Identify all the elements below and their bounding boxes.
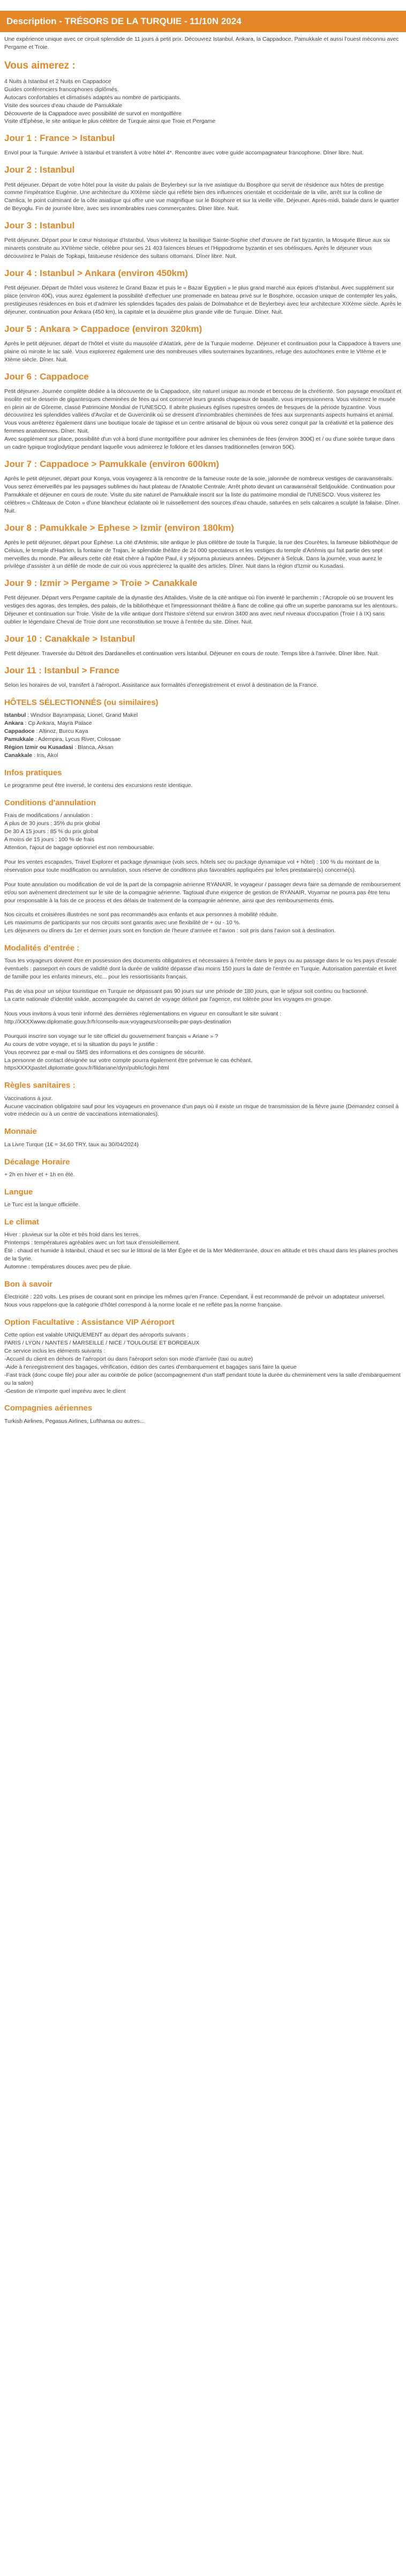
conditions-para: Pour toute annulation ou modification de vol de la part de la compagnie aérienne RYANAIR, le voyageur / passager devra faire sa demande de remboursement et/ou son avénement directement sur le site de la compagnie aérienne. Tagtoual d'une exigence de gestion de RYANAIR, Voyamar ne pourra pas être tenu pour responsable à la fois de ce process et des délais de traitement de la compagnie aérienne, ainsi que des remboursements émis.: [4, 881, 401, 904]
hotel-names: : Cp Ankara, Mayra Palace: [23, 720, 92, 727]
hotel-row: [4, 727, 402, 736]
climat-heading: Le climat: [4, 1217, 40, 1227]
hotel-row: [4, 719, 402, 727]
compagnies-text: Turkish Airlines, Pegasus Airlines, Lufthansa ou autres...: [4, 1417, 145, 1424]
hotels-list: [4, 711, 402, 759]
day-9-text: Petit déjeuner. Départ vers Pergame capitale de la dynastie des Attalides. Visite de la cité antique où l'on inventé le parchemin ; l'Acropole où se trouvent les vestiges des agoras, des temples, des palais, de la bibliothèque et l'impressionnant théâtre à flanc de colline qui offre un superbe panorama sur les alentours. Déjeuner et continuation sur Troie. Visite de la ville antique dont l'histoire s'étend sur environ 3400 ans avec neuf niveaux d'occupation (Troie I à IX) sans oublier le légendaire Cheval de Troie dont une reconstitution se trouve à l'entrée du site. Dîner. Nuit.: [4, 595, 397, 626]
hotel-names: : Windsor Bayrampasa, Lionel, Grand Makel: [26, 712, 138, 719]
hotel-row: [4, 736, 402, 744]
formalites-para-ariane[interactable]: Pourquoi inscrire son voyage sur le site officiel du gouvernement français « Ariane » ? Au cours de votre voyage, et si la situation du pays le justifie : Vous recevrez par e-mail ou SMS des informations et des consignes de sécurité. La personne de contact désignée sur votre compte pourra également être prévenue le cas échéant. httpsXXXXpastel.diplomatie.gouv.fr/fildariane/dyn/public/login.html: [4, 1033, 252, 1072]
day-3-text: Petit déjeuner. Départ pour le cœur historique d'Istanbul. Vous visiterez la basilique Sainte-Sophie chef d'œuvre de l'art byzantin, la Mosquée Bleue aux six minarets construite au XVIIème siècle, célèbre pour ses 21 403 faïences bleues et l'Hippodrome byzantin et ses obélisques. Après le déjeuner vous découvrirez le Palais de Topkapi, fastueuse résidence des sultans ottomans. Dîner libre. Nuit.: [4, 237, 390, 260]
day-3-title: Jour 3 : Istanbul: [4, 220, 75, 231]
formalites-para: Pas de visa pour un séjour touristique en Turquie ne dépassant pas 90 jours sur une période de 180 jours, que le séjour soit continu ou fractionné. La carte nationale d'identité valide, accompagnée du carnet de voyage délivré par l'agence, est tolérée pour les voyages en groupe.: [4, 988, 369, 1003]
compagnies-heading: Compagnies aériennes: [4, 1404, 93, 1413]
day-4-text: Petit déjeuner. Départ de l'hôtel vous visiterez le Grand Bazar et puis le « Bazar Égyptien » le plus grand marché aux épices d'Istanbul. Avec supplément sur place (environ 40€), vous aurez également la possibilité d'effectuer une promenade en bateau privé sur le Bosphore, occasion unique de contempler les yalis, prestigieuses résidences en bois et d'admirer les splendides façades des palais de Dolmabahce et de Beylerbeyi avec leur architecture XIXème siècle. Après le déjeuner, continuation pour Ankara (450 km), la capitale et la deuxième plus grande ville de Turquie. Dîner. Nuit.: [4, 285, 402, 315]
hotel-names: : Iris, Akol: [32, 752, 58, 759]
hotel-names: : Altinoz, Burcu Kaya: [34, 728, 88, 735]
day-7-text: Après le petit déjeuner, départ pour Konya, vous voyagerez à la rencontre de la fameuse route de la soie, jalonnée de nombreux vestiges de caravansérails. Vous serez émerveillés par les paysages sublimes du haut plateau de l'Anatolie Centrale. Arrêt photo devant un caravansérail Seldjoukide. Continuation pour Pamukkale et déjeuner en cours de route. Visite du site naturel de Pamukkale inscrit sur la liste du patrimoine mondial de l'UNESCO. Vous visiterez les célèbres « Châteaux de Coton » d'une blancheur éclatante où le ruissellement des sources d'eau chaude, saturées en sels calcaires a sculpté la falaise. Dîner. Nuit.: [4, 476, 400, 514]
hotel-city: Canakkale: [4, 752, 32, 759]
itinerary: [4, 132, 402, 689]
page-title: Description - TRÉSORS DE LA TURQUIE - 11/10N 2024: [0, 11, 406, 32]
decalage-heading: Décalage Horaire: [4, 1157, 70, 1167]
highlight-item: Autocars confortables et climatisés adaptés au nombre de participants.: [4, 94, 181, 101]
monnaie-heading: Monnaie: [4, 1127, 37, 1137]
monnaie-text: La Livre Turque (1€ = 34,60 TRY, taux au 30/04/2024): [4, 1141, 139, 1148]
highlight-item: Découverte de la Cappadoce avec possibilité de survol en montgolfière: [4, 110, 182, 117]
highlight-item: Guides conférenciers francophones diplômés.: [4, 86, 119, 93]
fee-line: Attention, l'ajout de bagage optionnel est non remboursable.: [4, 844, 154, 851]
hotels-heading: HÔTELS SÉLECTIONNÉS (ou similaires): [4, 698, 159, 708]
day-2-text: Petit déjeuner. Départ de votre hôtel pour la visite du palais de Beylerbeyi sur la rive asiatique du Bosphore qui servit de résidence aux hôtes de prestige comme l'impératrice Eugénie. Une architecture du XIXème siècle qui reflète bien des influences orientale et occidentale de la ville, arrêt sur la colline de Camlica, le point culminant de la côte asiatique qui offre une vue magnifique sur le Bosphore et sur la vieille ville. Déjeuner. Après-midi, balade dans le quartier de Beyoglu. Fin de journée libre, avec ses innombrables rues commerçantes. Dîner libre. Nuit.: [4, 181, 399, 212]
day-5-title: Jour 5 : Ankara > Cappadoce (environ 320km): [4, 323, 202, 334]
langue-text: Le Turc est la langue officielle.: [4, 1201, 80, 1208]
content: [0, 35, 406, 1443]
highlight-item: Visite des sources d'eau chaude de Pamukkale: [4, 102, 123, 109]
hotel-city: Cappadoce: [4, 728, 35, 735]
formalites-para: Tous les voyageurs doivent être en possession des documents obligatoires et nécessaires à l'entrée dans le pays ou au passage dans le ou les pays d'escale éventuels : passeport en cours de validité dont la durée de validité dépasse d'au moins 150 jours la date de l'entrée en Turquie. Autorisation parentale et livret de famille pour les enfants mineurs, etc... pour les ressortissants français.: [4, 957, 397, 981]
day-10-title: Jour 10 : Canakkale > Istanbul: [4, 634, 136, 644]
day-9-title: Jour 9 : Izmir > Pergame > Troie > Canakkale: [4, 578, 198, 589]
hotel-row: [4, 752, 402, 760]
voyage-heading: Bon à savoir: [4, 1279, 53, 1289]
conditions-heading: Conditions d'annulation: [4, 798, 96, 808]
day-7-title: Jour 7 : Cappadoce > Pamukkale (environ 600km): [4, 458, 220, 469]
sanitaires-text: Vaccinations à jour. Aucune vaccination obligatoire sauf pour les voyageurs en provenance d'un pays où il existe un risque de transmission de la fièvre jaune (Demandez conseil à votre médecin ou à un centre de vaccinations internationales).: [4, 1095, 399, 1118]
day-8-text: Après le petit déjeuner, départ pour Éphèse. La cité d'Artémis, site antique le plus célèbre de toute la Turquie, la rue des Courètes, la fameuse bibliothèque de Celsius, le temple d'Hadrien, la fontaine de Trajan, le splendide théâtre de 24 000 spectateurs et les vestiges du temple d'Artémis qui fait partie des sept merveilles du monde. Par ailleurs cette cité était chère à l'apôtre Paul, il y séjourna plusieurs années. Déjeuner à Selcuk. Dans la journée, vous aurez le privilège d'assister à un défilé de mode de cuir où vous apprécierez la qualité des articles. Dîner. Nuit dans la région d'Izmir ou Kusadasi.: [4, 539, 398, 570]
fee-line: A moins de 15 jours : 100 % de frais: [4, 836, 95, 843]
hotel-city: Istanbul: [4, 712, 26, 719]
day-1-text: Envol pour la Turquie. Arrivée à Istanbul et transfert à votre hôtel 4*. Rencontre avec votre guide accompagnateur francophone. Dîner libre. Nuit.: [4, 150, 364, 157]
highlight-item: 4 Nuits à Istanbul et 2 Nuits en Cappadoce: [4, 78, 111, 85]
formalites-heading: Modalités d'entrée :: [4, 944, 80, 953]
conditions-para: Pour les ventes escapades, Travel Explorer et package dynamique (vols secs, hôtels sec ou package dynamique vol + hôtel) : 100 % du montant de la réservation pour toute modification ou annulation, sous réserve de conditions plus favorables appliquées par le/les prestataire(s) concerné(s).: [4, 858, 379, 873]
day-10-text: Petit déjeuner. Traversée du Détroit des Dardanelles et continuation vers Istanbul. Déjeuner en cours de route. Temps libre à l'arrivée. Dîner libre. Nuit.: [4, 650, 379, 657]
conditions-fees: [4, 812, 402, 852]
assistance-heading: Option Facultative : Assistance VIP Aéroport: [4, 1317, 175, 1327]
climat-text: Hiver : pluvieux sur la côte et très froid dans les terres. Printemps : températures agréables avec un fort taux d'ensoleillement. Été : chaud et humide à Istanbul, chaud et sec sur le littoral de la Mer Égée et de la Mer Méditerranée, doux en altitude et très chaud dans les plaines proches de la Syrie. Automne : températures douces avec peu de pluie.: [4, 1231, 398, 1270]
fee-line: Frais de modifications / annulation :: [4, 812, 93, 819]
voyage-text: Électricité : 220 volts. Les prises de courant sont en principe les mêmes qu'en France. Cependant, il est recommandé de prévoir un adaptateur universel. Nous vous rappelons que la catégorie d'hôtel correspond à la norme locale et ne reflète pas la norme française.: [4, 1294, 386, 1308]
day-11-title: Jour 11 : Istanbul > France: [4, 665, 119, 676]
formalites-para-link[interactable]: Nous vous invitons à vous tenir informé des dernières réglementations en vigueur en consultant le site suivant : http://XXXXwww.diplomatie.gouv.fr/fr/conseils-aux-voyageurs/conseils-par-pays-destination: [4, 1011, 282, 1025]
infos-text: Le programme peut être inversé, le contenu des excursions reste identique.: [4, 782, 193, 789]
day-6-title: Jour 6 : Cappadoce: [4, 371, 89, 382]
langue-heading: Langue: [4, 1187, 33, 1197]
decalage-text: + 2h en hiver et + 1h en été.: [4, 1171, 75, 1178]
highlights-list: [4, 78, 402, 125]
infos-heading: Infos pratiques: [4, 768, 62, 777]
fee-line: De 30 A 15 jours : 85 % du prix global: [4, 828, 99, 835]
assistance-text: Cette option est valable UNIQUEMENT au départ des aéroports suivants : PARIS / LYON / NANTES / MARSEILLE / NICE / TOULOUSE ET BORDEAUX Ce service inclus les éléments suivants : -Accueil du client en dehors de l'aéroport ou dans l'aéroport selon son mode d'arrivée (taxi ou autre) -Aide à l'enregistrement des bagages, vérification, édition des cartes d'embarquement et bagages sans faire la queue -Fast track (donc coupe file) pour aller au contrôle de police (accompagnement d'un staff pendant toute la durée du cheminement vers la salle d'embarquement ou la salon) -Gestion de n'importe quel imprévu avec le client: [4, 1332, 401, 1394]
day-4-title: Jour 4 : Istanbul > Ankara (environ 450km): [4, 268, 188, 278]
hotel-names: : Blanca, Aksan: [73, 744, 114, 751]
day-2-title: Jour 2 : Istanbul: [4, 165, 75, 175]
sanitaires-heading: Règles sanitaires :: [4, 1081, 76, 1090]
day-11-text: Selon les horaires de vol, transfert à l'aéroport. Assistance aux formalités d'enregistrement et envol à destination de la France.: [4, 682, 318, 689]
intro-text: Une expérience unique avec ce circuit splendide de 11 jours à petit prix. Découvrez Istanbul, Ankara, la Cappadoce, Pamukkale et aussi l'ouest méconnu avec Pergame et Troie.: [4, 36, 399, 51]
highlights-heading: Vous aimerez :: [4, 60, 76, 71]
hotel-names: : Adempira, Lycus River, Colossae: [33, 736, 121, 743]
day-1-title: Jour 1 : France > Istanbul: [4, 133, 115, 144]
hotel-city: Ankara: [4, 720, 24, 727]
conditions-para: Nos circuits et croisières illustrées ne sont pas recommandés aux enfants et aux personnes à mobilité réduite. Les maximums de participants sur nos circuits sont garantis avec une flexibilité de + ou - 10 %. Les déjeuners ou dîners du 1er et dernier jours sont en fonction de l'heure d'arrivée et l'avion : soit pris dans l'avion soit à destination.: [4, 911, 336, 934]
fee-line: A plus de 30 jours : 35% du prix global: [4, 820, 100, 827]
hotel-row: [4, 711, 402, 719]
highlight-item: Visite d'Éphèse, le site antique le plus célèbre de Turquie ainsi que Troie et Pergame: [4, 118, 216, 125]
hotel-city: Région Izmir ou Kusadasi: [4, 744, 73, 751]
hotel-row: [4, 744, 402, 752]
day-8-title: Jour 8 : Pamukkale > Ephese > Izmir (environ 180km): [4, 522, 234, 533]
day-5-text: Après le petit déjeuner, départ de l'hôtel et visite du mausolée d'Atatürk, père de la Turquie moderne. Déjeuner et continuation pour la Cappadoce à travers une plaine où miroite le lac salé. Vous explorerez également une des nombreuses villes souterraines byzantines, refuge des autochtones entre le VIIème et le XIème siècle. Dîner. Nuit.: [4, 340, 401, 363]
hotel-city: Pamukkale: [4, 736, 34, 743]
day-6-text: Petit déjeuner. Journée complète dédiée à la découverte de la Cappadoce, site naturel unique au monde et berceau de la chrétienté. Son paysage envoûtant et insolite est le dessein de gigantesques cheminées de fées qui ont conservé leurs grands chapeaux de basalte, vous impressionnera. Vous visiterez le musée en plein air de Göreme, classé Patrimoine Mondial de l'UNESCO. Il abrite plusieurs églises rupestres ornées de fresques de la période byzantine. Vous découvrirez les splendides vallées d'Avcilar et de Guvercinlik où se dressent d'innombrables cheminées de fées aux surprenants aspects humains et animal. Vous vous arrêterez également dans une boutique locale de tapisse et un centre artisanal de bijoux où vous serez conquit par la créativité et la patience des femmes anatoliennes. Dîner. Nuit. Avec supplément sur place, possibilité d'un vol à bord d'une montgolfière pour admirer les cheminées de fées (environ 300€) et / ou d'une soirée turque dans un cadre typique troglodytique pendant laquelle vous admirerez le folklore et les danses traditionnelles (environ 50€).: [4, 388, 402, 451]
